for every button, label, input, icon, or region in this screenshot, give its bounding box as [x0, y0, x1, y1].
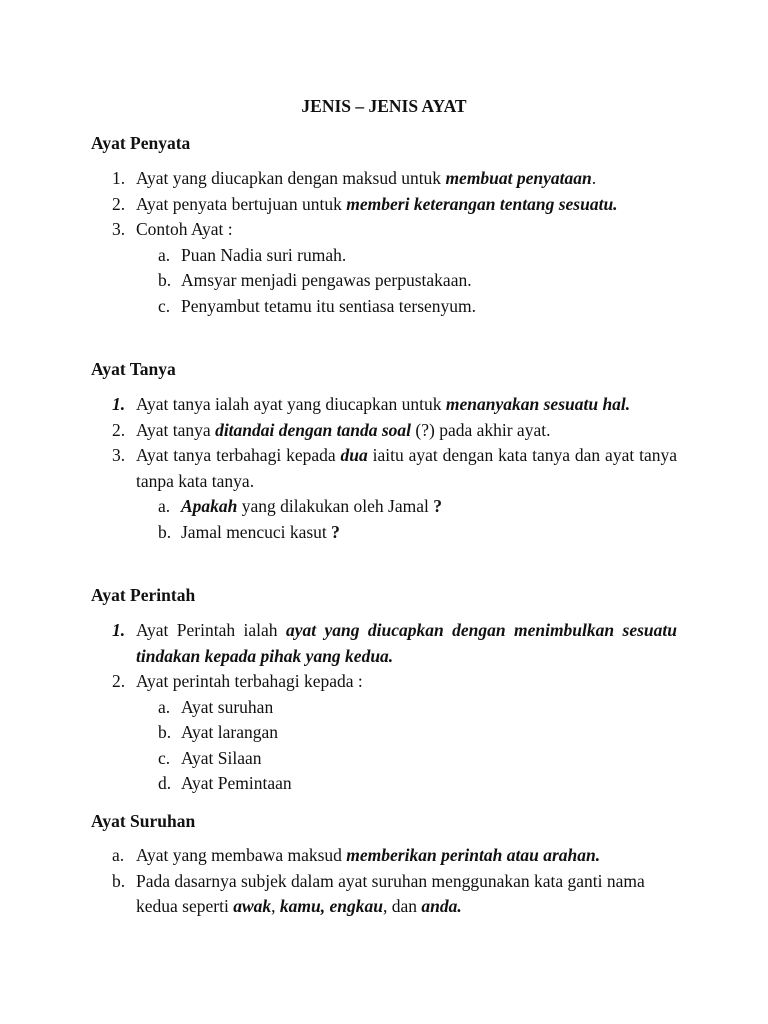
sub-item: d. Ayat Pemintaan — [158, 773, 292, 793]
heading-ayat-tanya: Ayat Tanya — [91, 359, 176, 379]
list-item: 2. Ayat perintah terbahagi kepada : — [91, 669, 677, 695]
sub-item: a. Apakah yang dilakukan oleh Jamal ? — [158, 496, 443, 516]
page-title: JENIS – JENIS AYAT — [301, 96, 467, 116]
list-ayat-penyata — [91, 166, 677, 319]
sub-item: b. Jamal mencuci kasut ? — [158, 521, 340, 542]
heading-ayat-penyata: Ayat Penyata — [91, 133, 191, 153]
item-number: 2. — [112, 193, 126, 214]
item-letter: a. — [112, 845, 125, 865]
list-item: 2. Ayat tanya ditandai dengan tanda soal (?) pada akhir ayat. — [91, 418, 677, 444]
list-ayat-tanya — [91, 392, 677, 545]
item-number: 3. — [112, 219, 126, 239]
list-ayat-perintah — [91, 618, 677, 797]
sub-item: b. Ayat larangan — [158, 722, 279, 742]
item-number: 1. — [112, 620, 126, 640]
sub-item: a. Ayat suruhan — [158, 696, 274, 717]
heading-ayat-suruhan: Ayat Suruhan — [91, 811, 196, 831]
item-number: 1. — [112, 168, 126, 188]
heading-ayat-perintah: Ayat Perintah — [91, 585, 196, 605]
item-letter: b. — [112, 870, 126, 891]
list-item: a. Ayat yang membawa maksud memberikan perintah atau arahan. — [91, 843, 677, 869]
list-item: 1. Ayat Perintah ialah ayat yang diucapkan dengan menimbulkan sesuatu tindakan kepada pihak yang kedua. — [112, 620, 677, 666]
list-item: 1. Ayat yang diucapkan dengan maksud untuk membuat penyataan. — [91, 166, 677, 192]
list-item: 3. Ayat tanya terbahagi kepada dua iaitu ayat dengan kata tanya dan ayat tanya tanpa kata tanya. — [112, 445, 677, 491]
item-number: 2. — [112, 671, 126, 691]
list-item: 1. Ayat tanya ialah ayat yang diucapkan untuk menanyakan sesuatu hal. — [91, 392, 677, 418]
sub-item: b. Amsyar menjadi pengawas perpustakaan. — [158, 270, 472, 290]
list-item: 2. Ayat penyata bertujuan untuk memberi keterangan tentang sesuatu. — [91, 192, 677, 218]
sub-item: c. Penyambut tetamu itu sentiasa tersenyum. — [158, 295, 477, 316]
sub-item: a. Puan Nadia suri rumah. — [158, 244, 347, 265]
list-item: b. Pada dasarnya subjek dalam ayat suruhan menggunakan kata ganti nama kedua seperti awak, kamu, engkau, dan anda. — [112, 870, 645, 916]
item-number: 2. — [112, 419, 126, 440]
list-item: 3. Contoh Ayat : — [91, 217, 677, 243]
list-ayat-suruhan — [91, 843, 677, 920]
item-number: 1. — [112, 394, 126, 414]
item-number: 3. — [112, 445, 126, 465]
sub-item: c. Ayat Silaan — [158, 747, 262, 768]
